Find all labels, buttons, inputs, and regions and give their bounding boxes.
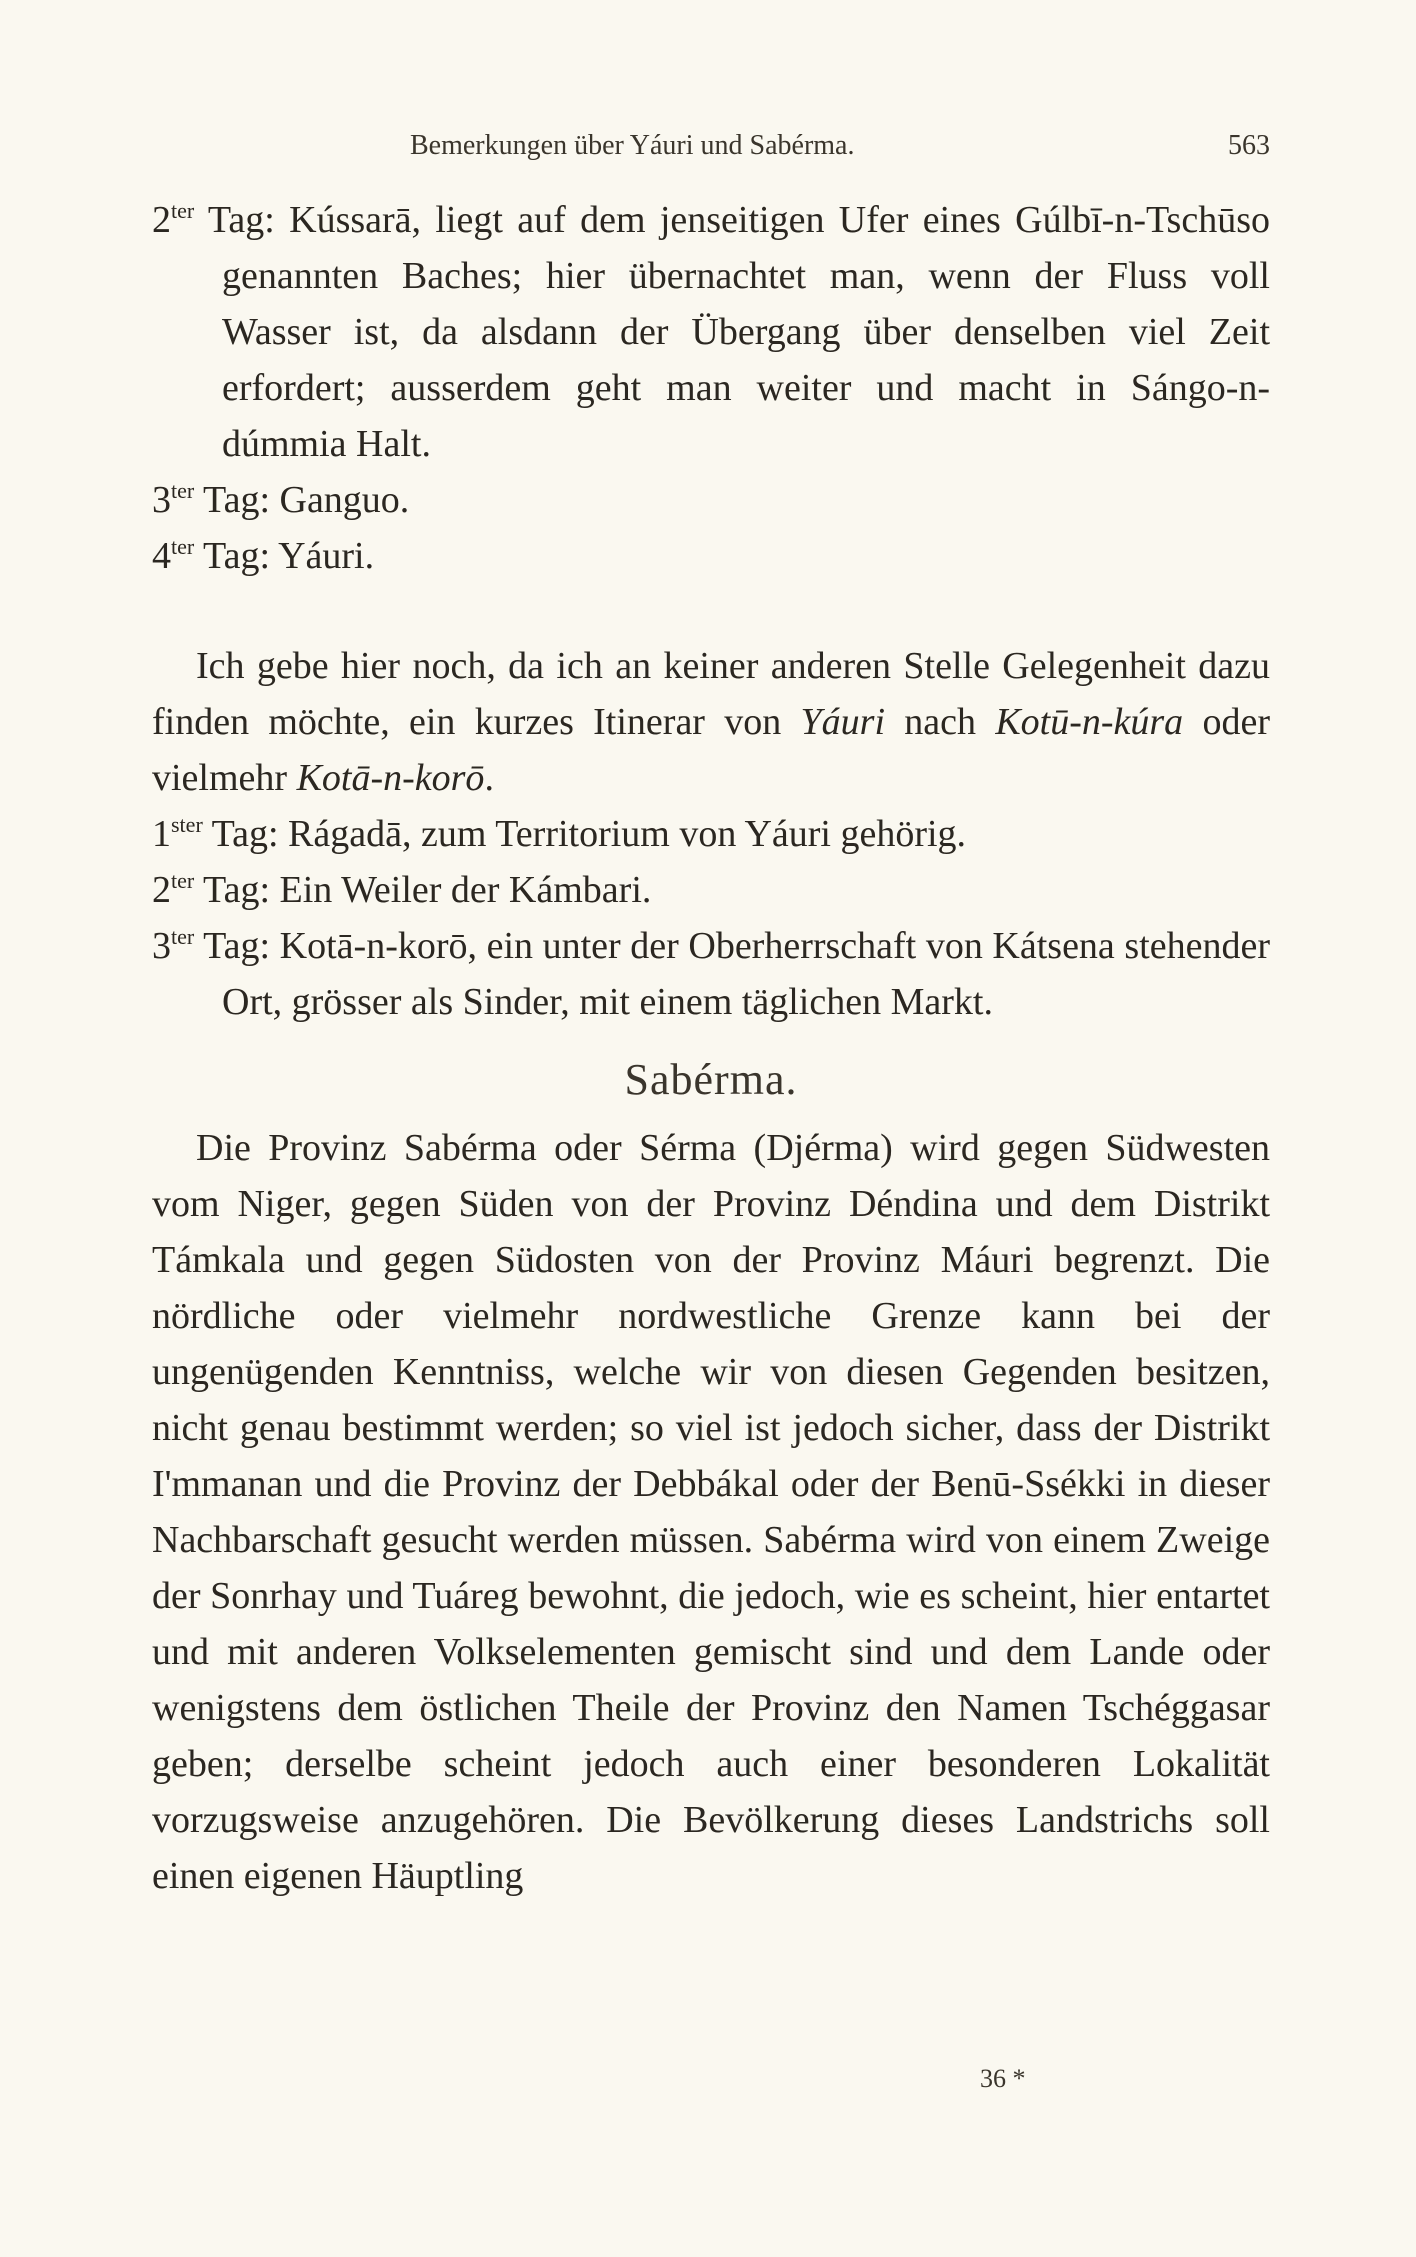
intro-paragraph: Ich gebe hier noch, da ich an keiner anderen Stelle Gelegenheit dazu finden möchte, ein kurzes Itinerar von Yáuri nach Kotū-n-kúra oder vielmehr Kotā-n-korō. (152, 645, 1270, 799)
place-name: Yáuri (800, 701, 886, 743)
text-body (152, 192, 1270, 1904)
itinerary-entry: $3^{ter}$ Tag: Kotā-n-korō, ein unter der Oberherrschaft von Kátsena stehender Ort, grösser als Sinder, mit einem täglichen Markt. (152, 924, 1270, 1023)
section-heading: Sabérma. (624, 1055, 798, 1104)
itinerary-entry: $1^{ster}$ Tag: Rágadā, zum Territorium von Yáuri gehörig. (152, 812, 967, 855)
itinerary-entry: $2^{ter}$ Tag: Kússarā, liegt auf dem jenseitigen Ufer eines Gúlbī-n-Tschūso genannten Baches; hier übernachtet man, wenn der Fluss voll Wasser ist, da alsdann der Übergang über denselben viel Zeit erfordert; ausserdem geht man weiter und macht in Sángo-n-dúmmia Halt. (152, 198, 1270, 465)
itinerary-entry: $2^{ter}$ Tag: Ein Weiler der Kámbari. (152, 868, 652, 911)
itinerary-entry: $3^{ter}$ Tag: Ganguo. (152, 478, 410, 521)
printer-signature: 36 * (980, 2064, 1026, 2093)
itinerary-entry: $4^{ter}$ Tag: Yáuri. (152, 534, 375, 577)
place-name: Kotū-n-kúra (995, 701, 1184, 743)
running-title: Bemerkungen über Yáuri und Sabérma. (410, 130, 855, 161)
paragraph-gap (152, 584, 1270, 638)
running-head (410, 130, 1270, 170)
section-paragraph: Die Provinz Sabérma oder Sérma (Djérma) wird gegen Südwesten vom Niger, gegen Süden von der Provinz Déndina und dem Distrikt Támkala und gegen Südosten von der Provinz Máuri begrenzt. Die nördliche oder vielmehr nordwestliche Grenze kann bei der ungenügenden Kenntniss, welche wir von diesen Gegenden besitzen, nicht genau bestimmt werden; so viel ist jedoch sicher, dass der Distrikt I'mmanan und die Provinz der Debbákal oder der Benū-Ssékki in dieser Nachbarschaft gesucht werden müssen. Sabérma wird von einem Zweige der Sonrhay und Tuáreg bewohnt, die jedoch, wie es scheint, hier entartet und mit anderen Volkselementen gemischt sind und dem Lande oder wenigstens dem östlichen Theile der Provinz den Namen Tschéggasar geben; derselbe scheint jedoch auch einer besonderen Lokalität vorzugsweise anzugehören. Die Bevölkerung dieses Landstrichs soll einen eigenen Häuptling (152, 1127, 1270, 1897)
page-number: 563 (1228, 130, 1270, 161)
place-name: Kotā-n-korō (296, 757, 485, 799)
